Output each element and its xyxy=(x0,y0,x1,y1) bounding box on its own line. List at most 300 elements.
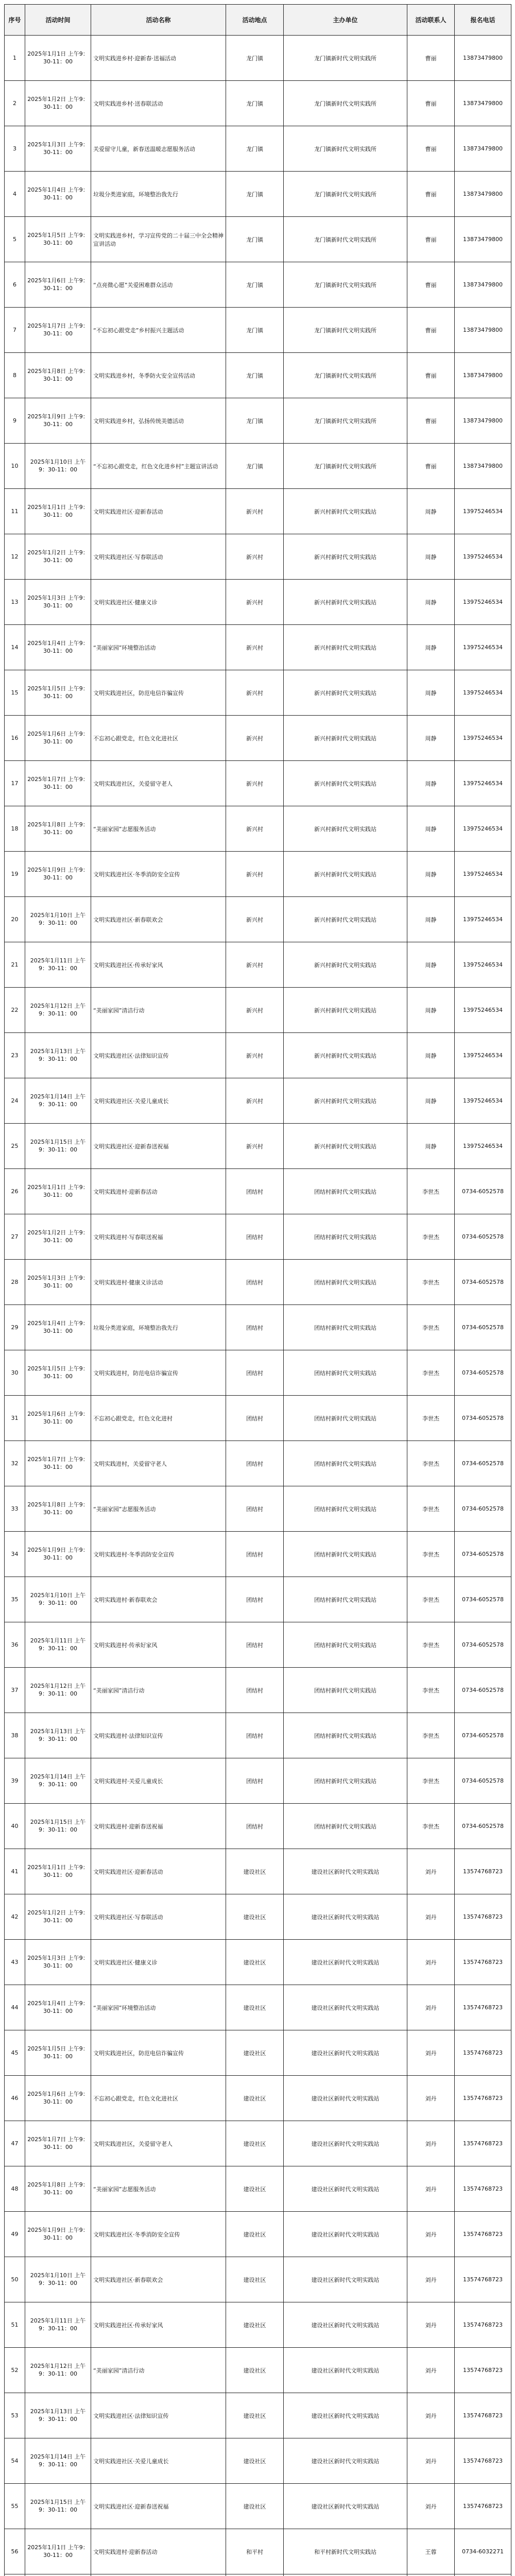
table-row xyxy=(5,2166,511,2212)
cell-time: 2025年1月6日 上午9：30-11：00 xyxy=(25,262,91,308)
cell-index: 47 xyxy=(5,2121,25,2166)
cell-index: 2 xyxy=(5,81,25,126)
cell-organizer: 建设社区新时代文明实践站 xyxy=(284,2302,407,2348)
cell-place: 建设社区 xyxy=(226,2438,284,2484)
cell-phone: 0734-6052578 xyxy=(455,1713,511,1758)
cell-name: 文明实践进村·写春联送祝福 xyxy=(91,1214,226,1260)
cell-time: 2025年1月3日 上午9：30-11：00 xyxy=(25,1260,91,1305)
cell-organizer: 龙门镇新时代文明实践所 xyxy=(284,444,407,489)
cell-time: 2025年1月5日 上午9：30-11：00 xyxy=(25,2030,91,2076)
cell-index: 56 xyxy=(5,2529,25,2574)
cell-index: 45 xyxy=(5,2030,25,2076)
cell-place: 团结村 xyxy=(226,1214,284,1260)
cell-organizer: 建设社区新时代文明实践站 xyxy=(284,1849,407,1894)
cell-phone: 13873479800 xyxy=(455,126,511,172)
cell-name: 文明实践进社区·传承好家风 xyxy=(91,2302,226,2348)
cell-place: 新兴村 xyxy=(226,942,284,988)
table-row xyxy=(5,2529,511,2574)
table-row xyxy=(5,1668,511,1713)
table-row xyxy=(5,2076,511,2121)
cell-name: 文明实践进社区·迎新春送祝福 xyxy=(91,2484,226,2529)
cell-time: 2025年1月5日 上午9：30-11：00 xyxy=(25,217,91,262)
cell-name: “美丽家园”清洁行动 xyxy=(91,2348,226,2393)
cell-name: 文明实践进乡村，冬季防火安全宣传活动 xyxy=(91,353,226,398)
cell-contact: 刘丹 xyxy=(407,1940,455,1985)
cell-contact: 周静 xyxy=(407,1078,455,1124)
cell-index: 42 xyxy=(5,1894,25,1940)
cell-place: 新兴村 xyxy=(226,1124,284,1169)
cell-contact: 曹丽 xyxy=(407,126,455,172)
cell-time: 2025年1月1日 上午9：30-11：00 xyxy=(25,2529,91,2574)
cell-contact: 李世杰 xyxy=(407,1713,455,1758)
cell-name: 文明实践进乡村，弘扬传统美德活动 xyxy=(91,398,226,444)
cell-phone: 13574768723 xyxy=(455,2257,511,2302)
cell-time: 2025年1月11日 上午9：30-11：00 xyxy=(25,2302,91,2348)
cell-contact: 刘丹 xyxy=(407,2393,455,2438)
cell-phone: 13975246534 xyxy=(455,489,511,534)
cell-name: 文明实践进村，防范电信诈骗宣传 xyxy=(91,1350,226,1396)
cell-time: 2025年1月14日 上午9：30-11：00 xyxy=(25,2438,91,2484)
table-row xyxy=(5,625,511,670)
cell-place: 团结村 xyxy=(226,1305,284,1350)
cell-name: 文明实践进村·冬季消防安全宣传 xyxy=(91,1532,226,1577)
cell-organizer: 团结村新时代文明实践站 xyxy=(284,1396,407,1441)
cell-contact: 周静 xyxy=(407,897,455,942)
cell-phone: 0734-6052578 xyxy=(455,1214,511,1260)
cell-contact: 李世杰 xyxy=(407,1758,455,1804)
cell-organizer: 新兴村新时代文明实践站 xyxy=(284,1124,407,1169)
cell-phone: 13574768723 xyxy=(455,2121,511,2166)
cell-time: 2025年1月14日 上午9：30-11：00 xyxy=(25,1078,91,1124)
cell-place: 建设社区 xyxy=(226,2030,284,2076)
cell-place xyxy=(226,2574,284,2576)
cell-index: 35 xyxy=(5,1577,25,1622)
cell-index: 51 xyxy=(5,2302,25,2348)
cell-place: 团结村 xyxy=(226,1577,284,1622)
cell-name: 文明实践进社区·法律知识宣传 xyxy=(91,1033,226,1078)
cell-phone: 13975246534 xyxy=(455,1078,511,1124)
cell-organizer: 团结村新时代文明实践站 xyxy=(284,1214,407,1260)
cell-contact: 曹丽 xyxy=(407,81,455,126)
cell-name: 文明实践进乡村，学习宣传党的二十届三中全会精神宣讲活动 xyxy=(91,217,226,262)
cell-index: 36 xyxy=(5,1622,25,1668)
cell-name: 文明实践进社区·新春联欢会 xyxy=(91,2257,226,2302)
cell-place: 新兴村 xyxy=(226,670,284,716)
cell-phone: 13574768723 xyxy=(455,2302,511,2348)
cell-name: “不忘初心跟党走，红色文化进乡村”主题宣讲活动 xyxy=(91,444,226,489)
cell-name: 文明实践进社区·迎新春活动 xyxy=(91,489,226,534)
cell-phone: 13574768723 xyxy=(455,2212,511,2257)
cell-time: 2025年1月6日 上午9：30-11：00 xyxy=(25,2076,91,2121)
cell-name: 不忘初心跟党走，红色文化进村 xyxy=(91,1396,226,1441)
cell-index: 7 xyxy=(5,308,25,353)
cell-place: 团结村 xyxy=(226,1804,284,1849)
cell-index: 15 xyxy=(5,670,25,716)
cell-name: 文明实践进社区·关爱儿童成长 xyxy=(91,1078,226,1124)
cell-index: 18 xyxy=(5,806,25,852)
cell-organizer: 建设社区新时代文明实践站 xyxy=(284,1894,407,1940)
cell-phone: 13975246534 xyxy=(455,806,511,852)
cell-organizer: 新兴村新时代文明实践站 xyxy=(284,942,407,988)
cell-organizer: 团结村新时代文明实践站 xyxy=(284,1758,407,1804)
cell-contact: 曹丽 xyxy=(407,353,455,398)
cell-place: 建设社区 xyxy=(226,1849,284,1894)
cell-place: 新兴村 xyxy=(226,489,284,534)
cell-time: 2025年1月10日 上午9：30-11：00 xyxy=(25,1577,91,1622)
cell-index: 4 xyxy=(5,172,25,217)
cell-contact: 刘丹 xyxy=(407,1849,455,1894)
cell-organizer: 龙门镇新时代文明实践所 xyxy=(284,172,407,217)
table-row xyxy=(5,1758,511,1804)
cell-phone: 13574768723 xyxy=(455,2438,511,2484)
cell-name: 文明实践进社区·冬季消防安全宣传 xyxy=(91,2212,226,2257)
cell-name: 文明实践进社区·传承好家风 xyxy=(91,942,226,988)
cell-time: 2025年1月1日 上午9：30-11：00 xyxy=(25,1169,91,1214)
cell-organizer: 新兴村新时代文明实践站 xyxy=(284,625,407,670)
cell-name: 文明实践进村·关爱儿童成长 xyxy=(91,1758,226,1804)
cell-index: 54 xyxy=(5,2438,25,2484)
cell-time: 2025年1月2日 上午9：30-11：00 xyxy=(25,1894,91,1940)
cell-contact: 刘丹 xyxy=(407,2348,455,2393)
cell-contact: 刘丹 xyxy=(407,2302,455,2348)
cell-phone: 13574768723 xyxy=(455,2393,511,2438)
table-row xyxy=(5,1985,511,2030)
cell-organizer: 新兴村新时代文明实践站 xyxy=(284,670,407,716)
cell-organizer: 建设社区新时代文明实践站 xyxy=(284,2076,407,2121)
cell-contact: 李世杰 xyxy=(407,1804,455,1849)
cell-place: 新兴村 xyxy=(226,988,284,1033)
table-row xyxy=(5,1849,511,1894)
cell-organizer: 龙门镇新时代文明实践所 xyxy=(284,217,407,262)
cell-place: 建设社区 xyxy=(226,2257,284,2302)
table-row xyxy=(5,1577,511,1622)
table-row xyxy=(5,670,511,716)
table-row xyxy=(5,1169,511,1214)
cell-index: 44 xyxy=(5,1985,25,2030)
table-row xyxy=(5,1350,511,1396)
cell-phone: 13574768723 xyxy=(455,2348,511,2393)
cell-place: 团结村 xyxy=(226,1713,284,1758)
cell-contact: 周静 xyxy=(407,670,455,716)
cell-contact: 刘丹 xyxy=(407,2030,455,2076)
cell-organizer: 建设社区新时代文明实践站 xyxy=(284,2166,407,2212)
cell-place: 新兴村 xyxy=(226,1033,284,1078)
cell-name: “美丽家园”志愿服务活动 xyxy=(91,806,226,852)
cell-organizer: 建设社区新时代文明实践站 xyxy=(284,2212,407,2257)
cell-name: 文明实践进社区·写春联活动 xyxy=(91,1894,226,1940)
cell-name: 文明实践进村·迎新春活动 xyxy=(91,1169,226,1214)
cell-time: 2025年1月13日 上午9：30-11：00 xyxy=(25,2393,91,2438)
cell-time: 2025年1月10日 上午9：30-11：00 xyxy=(25,897,91,942)
cell-organizer: 龙门镇新时代文明实践所 xyxy=(284,398,407,444)
cell-phone: 13975246534 xyxy=(455,897,511,942)
cell-place: 新兴村 xyxy=(226,806,284,852)
cell-organizer: 新兴村新时代文明实践站 xyxy=(284,580,407,625)
cell-index: 23 xyxy=(5,1033,25,1078)
header-contact: 活动联系人 xyxy=(407,5,455,36)
cell-organizer: 团结村新时代文明实践站 xyxy=(284,1305,407,1350)
cell-contact: 周静 xyxy=(407,625,455,670)
cell-place: 建设社区 xyxy=(226,2121,284,2166)
cell-time: 2025年1月2日 上午9：30-11：00 xyxy=(25,81,91,126)
cell-contact: 曹丽 xyxy=(407,36,455,81)
table-row xyxy=(5,262,511,308)
cell-index: 12 xyxy=(5,534,25,580)
cell-index: 26 xyxy=(5,1169,25,1214)
header-organizer: 主办单位 xyxy=(284,5,407,36)
table-row xyxy=(5,1441,511,1486)
table-row xyxy=(5,36,511,81)
cell-organizer: 建设社区新时代文明实践站 xyxy=(284,2348,407,2393)
cell-organizer: 团结村新时代文明实践站 xyxy=(284,1622,407,1668)
cell-phone xyxy=(455,2574,511,2576)
table-row xyxy=(5,1532,511,1577)
cell-index: 41 xyxy=(5,1849,25,1894)
cell-index: 24 xyxy=(5,1078,25,1124)
cell-place: 龙门镇 xyxy=(226,444,284,489)
table-row xyxy=(5,2257,511,2302)
cell-name: 文明实践进社区·冬季消防安全宣传 xyxy=(91,852,226,897)
cell-organizer: 新兴村新时代文明实践站 xyxy=(284,1033,407,1078)
cell-place: 龙门镇 xyxy=(226,81,284,126)
cell-contact: 李世杰 xyxy=(407,1305,455,1350)
cell-phone: 0734-6052578 xyxy=(455,1169,511,1214)
cell-contact: 刘丹 xyxy=(407,2212,455,2257)
cell-place: 和平村 xyxy=(226,2529,284,2574)
table-row xyxy=(5,2212,511,2257)
cell-organizer: 团结村新时代文明实践站 xyxy=(284,1713,407,1758)
cell-contact: 刘丹 xyxy=(407,2438,455,2484)
cell-time: 2025年1月5日 上午9：30-11：00 xyxy=(25,670,91,716)
cell-organizer xyxy=(284,2574,407,2576)
cell-phone: 13975246534 xyxy=(455,988,511,1033)
cell-contact: 曹丽 xyxy=(407,308,455,353)
cell-name: 文明实践进社区·写春联活动 xyxy=(91,534,226,580)
cell-organizer: 龙门镇新时代文明实践所 xyxy=(284,126,407,172)
cell-index: 40 xyxy=(5,1804,25,1849)
cell-contact: 李世杰 xyxy=(407,1441,455,1486)
cell-time: 2025年1月6日 上午9：30-11：00 xyxy=(25,716,91,761)
cell-name: 不忘初心跟党走，红色文化进社区 xyxy=(91,2076,226,2121)
cell-contact: 刘丹 xyxy=(407,2121,455,2166)
cell-place: 龙门镇 xyxy=(226,126,284,172)
table-row xyxy=(5,2121,511,2166)
cell-organizer: 新兴村新时代文明实践站 xyxy=(284,852,407,897)
cell-place: 团结村 xyxy=(226,1532,284,1577)
cell-time: 2025年1月12日 上午9：30-11：00 xyxy=(25,1668,91,1713)
table-row xyxy=(5,1894,511,1940)
cell-phone: 13574768723 xyxy=(455,2484,511,2529)
cell-place: 建设社区 xyxy=(226,2302,284,2348)
cell-name: “不忘初心跟党走”乡村振兴主题活动 xyxy=(91,308,226,353)
table-row xyxy=(5,534,511,580)
cell-time: 2025年1月7日 上午9：30-11：00 xyxy=(25,761,91,806)
cell-place: 团结村 xyxy=(226,1622,284,1668)
table-row xyxy=(5,2348,511,2393)
cell-name: “美丽家园”志愿服务活动 xyxy=(91,2166,226,2212)
cell-place: 新兴村 xyxy=(226,897,284,942)
cell-organizer: 团结村新时代文明实践站 xyxy=(284,1486,407,1532)
cell-phone: 0734-6052578 xyxy=(455,1350,511,1396)
cell-time xyxy=(25,2574,91,2576)
cell-contact: 周静 xyxy=(407,580,455,625)
cell-contact: 周静 xyxy=(407,1033,455,1078)
cell-index: 28 xyxy=(5,1260,25,1305)
cell-phone: 13574768723 xyxy=(455,1849,511,1894)
cell-time: 2025年1月7日 上午9：30-11：00 xyxy=(25,308,91,353)
table-row xyxy=(5,1804,511,1849)
cell-organizer: 团结村新时代文明实践站 xyxy=(284,1260,407,1305)
table-row xyxy=(5,1713,511,1758)
cell-place: 龙门镇 xyxy=(226,172,284,217)
table-row xyxy=(5,1033,511,1078)
cell-index: 17 xyxy=(5,761,25,806)
table-row xyxy=(5,2302,511,2348)
cell-index: 33 xyxy=(5,1486,25,1532)
cell-name: 文明实践进乡村·迎新春·送福活动 xyxy=(91,36,226,81)
cell-contact: 李世杰 xyxy=(407,1350,455,1396)
cell-place: 新兴村 xyxy=(226,1078,284,1124)
cell-place: 龙门镇 xyxy=(226,36,284,81)
cell-name: 文明实践进社区·健康义诊 xyxy=(91,1940,226,1985)
cell-place: 建设社区 xyxy=(226,2166,284,2212)
cell-organizer: 龙门镇新时代文明实践所 xyxy=(284,81,407,126)
cell-phone: 13873479800 xyxy=(455,81,511,126)
header-place: 活动地点 xyxy=(226,5,284,36)
cell-time: 2025年1月4日 上午9：30-11：00 xyxy=(25,1305,91,1350)
table-row xyxy=(5,761,511,806)
cell-index: 30 xyxy=(5,1350,25,1396)
table-row xyxy=(5,398,511,444)
cell-contact: 李世杰 xyxy=(407,1260,455,1305)
cell-time: 2025年1月8日 上午9：30-11：00 xyxy=(25,2166,91,2212)
table-row xyxy=(5,217,511,262)
cell-organizer: 建设社区新时代文明实践站 xyxy=(284,2393,407,2438)
cell-time: 2025年1月15日 上午9：30-11：00 xyxy=(25,2484,91,2529)
cell-name: 文明实践进村·健康义诊活动 xyxy=(91,1260,226,1305)
cell-place: 新兴村 xyxy=(226,761,284,806)
cell-time: 2025年1月8日 上午9：30-11：00 xyxy=(25,806,91,852)
cell-phone: 13873479800 xyxy=(455,172,511,217)
cell-place: 建设社区 xyxy=(226,1894,284,1940)
cell-contact: 曹丽 xyxy=(407,217,455,262)
table-row xyxy=(5,1124,511,1169)
cell-organizer: 团结村新时代文明实践站 xyxy=(284,1804,407,1849)
cell-contact: 李世杰 xyxy=(407,1486,455,1532)
cell-time: 2025年1月11日 上午9：30-11：00 xyxy=(25,942,91,988)
cell-index: 8 xyxy=(5,353,25,398)
cell-contact: 李世杰 xyxy=(407,1532,455,1577)
cell-time: 2025年1月9日 上午9：30-11：00 xyxy=(25,398,91,444)
activity-schedule xyxy=(4,4,511,2576)
cell-time: 2025年1月15日 上午9：30-11：00 xyxy=(25,1804,91,1849)
cell-place: 建设社区 xyxy=(226,1940,284,1985)
cell-phone: 13873479800 xyxy=(455,308,511,353)
cell-place: 团结村 xyxy=(226,1668,284,1713)
cell-phone: 0734-6052578 xyxy=(455,1396,511,1441)
table-row xyxy=(5,1078,511,1124)
cell-contact: 李世杰 xyxy=(407,1169,455,1214)
cell-index: 52 xyxy=(5,2348,25,2393)
cell-phone: 13975246534 xyxy=(455,625,511,670)
cell-index: 13 xyxy=(5,580,25,625)
cell-index: 14 xyxy=(5,625,25,670)
cell-place: 团结村 xyxy=(226,1169,284,1214)
cell-contact: 刘丹 xyxy=(407,2257,455,2302)
cell-name: 文明实践进社区·关爱儿童成长 xyxy=(91,2438,226,2484)
cell-time: 2025年1月13日 上午9：30-11：00 xyxy=(25,1713,91,1758)
cell-name: 文明实践进村·传承好家风 xyxy=(91,1622,226,1668)
cell-organizer: 团结村新时代文明实践站 xyxy=(284,1577,407,1622)
cell-place: 新兴村 xyxy=(226,580,284,625)
cell-name: 文明实践进社区，防范电信诈骗宣传 xyxy=(91,2030,226,2076)
cell-contact: 曹丽 xyxy=(407,398,455,444)
cell-contact: 周静 xyxy=(407,852,455,897)
cell-time: 2025年1月13日 上午9：30-11：00 xyxy=(25,1033,91,1078)
cell-time: 2025年1月8日 上午9：30-11：00 xyxy=(25,1486,91,1532)
cell-phone: 13574768723 xyxy=(455,2076,511,2121)
cell-place: 龙门镇 xyxy=(226,262,284,308)
cell-index: 10 xyxy=(5,444,25,489)
cell-contact: 周静 xyxy=(407,716,455,761)
cell-time: 2025年1月3日 上午9：30-11：00 xyxy=(25,1940,91,1985)
table-row xyxy=(5,1260,511,1305)
cell-phone: 13873479800 xyxy=(455,36,511,81)
cell-organizer: 团结村新时代文明实践站 xyxy=(284,1350,407,1396)
cell-organizer: 建设社区新时代文明实践站 xyxy=(284,2121,407,2166)
cell-name: “美丽家园”环境整治活动 xyxy=(91,625,226,670)
cell-name: 文明实践进村，关爱留守老人 xyxy=(91,1441,226,1486)
cell-contact: 刘丹 xyxy=(407,2166,455,2212)
cell-index: 29 xyxy=(5,1305,25,1350)
cell-place: 新兴村 xyxy=(226,716,284,761)
cell-contact: 周静 xyxy=(407,761,455,806)
cell-organizer: 建设社区新时代文明实践站 xyxy=(284,1985,407,2030)
cell-organizer: 新兴村新时代文明实践站 xyxy=(284,988,407,1033)
cell-time: 2025年1月5日 上午9：30-11：00 xyxy=(25,1350,91,1396)
cell-index: 5 xyxy=(5,217,25,262)
table-row xyxy=(5,81,511,126)
cell-name: 文明实践进社区，关爱留守老人 xyxy=(91,761,226,806)
table-row xyxy=(5,580,511,625)
cell-contact xyxy=(407,2574,455,2576)
cell-time: 2025年1月12日 上午9：30-11：00 xyxy=(25,2348,91,2393)
cell-phone: 13574768723 xyxy=(455,1940,511,1985)
cell-name: 垃圾分类进家庭，环境整治我先行 xyxy=(91,1305,226,1350)
activity-table xyxy=(4,4,511,2576)
cell-index: 11 xyxy=(5,489,25,534)
cell-name: 文明实践进社区·新春联欢会 xyxy=(91,897,226,942)
cell-organizer: 团结村新时代文明实践站 xyxy=(284,1441,407,1486)
cell-index xyxy=(5,2574,25,2576)
cell-organizer: 新兴村新时代文明实践站 xyxy=(284,716,407,761)
cell-index: 6 xyxy=(5,262,25,308)
cell-phone: 0734-6052578 xyxy=(455,1486,511,1532)
cell-name: 文明实践进社区·迎新春送祝福 xyxy=(91,1124,226,1169)
cell-phone: 0734-6052578 xyxy=(455,1260,511,1305)
cell-place: 团结村 xyxy=(226,1260,284,1305)
header-name: 活动名称 xyxy=(91,5,226,36)
table-row xyxy=(5,308,511,353)
table-row xyxy=(5,353,511,398)
cell-index: 21 xyxy=(5,942,25,988)
cell-index: 27 xyxy=(5,1214,25,1260)
cell-organizer: 新兴村新时代文明实践站 xyxy=(284,534,407,580)
cell-organizer: 新兴村新时代文明实践站 xyxy=(284,806,407,852)
cell-contact: 刘丹 xyxy=(407,2076,455,2121)
cell-index: 50 xyxy=(5,2257,25,2302)
cell-place: 团结村 xyxy=(226,1350,284,1396)
